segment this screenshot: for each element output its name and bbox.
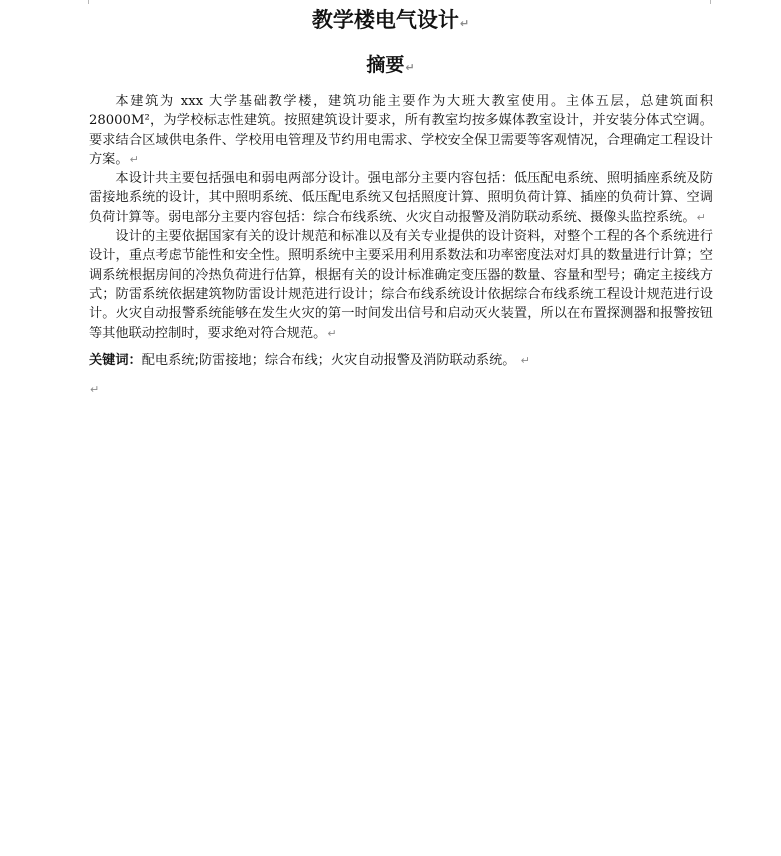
paragraph-mark-icon: ↵: [405, 61, 415, 74]
abstract-heading-text: 摘要: [366, 54, 405, 76]
paragraph-text: 本设计共主要包括强电和弱电两部分设计。强电部分主要内容包括：低压配电系统、照明插座系统及防雷接地系统的设计，其中照明系统、低压配电系统又包括照度计算、照明负荷计算、插座的负荷计算、空调负荷计算等。弱电部分主要内容包括：综合布线系统、火灾自动报警及消防联动系统、摄像头监控系统。: [89, 171, 713, 225]
paragraph-mark-icon: ↵: [129, 152, 139, 166]
abstract-heading: [0, 50, 781, 77]
abstract-paragraph-1: [89, 92, 713, 169]
document-title: [0, 4, 781, 34]
paragraph-mark-icon: ↵: [327, 326, 337, 340]
paragraph-text: 设计的主要依据国家有关的设计规范和标准以及有关专业提供的设计资料，对整个工程的各个系统进行设计，重点考虑节能性和安全性。照明系统中主要采用利用系数法和功率密度法对灯具的数量进行计算；空调系统根据房间的冷热负荷进行估算，根据有关的设计标准确定变压器的数量、容量和型号；确定主接线方式；防雷系统依据建筑物防雷设计规范进行设计；综合布线系统设计依据综合布线系统工程设计规范进行设计。火灾自动报警系统能够在发生火灾的第一时间发出信号和启动灭火装置，所以在布置探测器和报警按钮等其他联动控制时，要求绝对符合规范。: [89, 229, 713, 341]
empty-paragraph: [89, 378, 713, 397]
document-title-text: 教学楼电气设计: [311, 8, 459, 32]
abstract-paragraph-3: [89, 227, 713, 343]
paragraph-mark-icon: ↵: [459, 17, 470, 30]
paragraph-mark-icon: ↵: [696, 210, 706, 224]
keywords-line: [89, 351, 713, 370]
abstract-paragraph-2: [89, 169, 713, 227]
abstract-body: [89, 92, 713, 397]
paragraph-text: 本建筑为 xxx 大学基础教学楼，建筑功能主要作为大班大教室使用。主体五层，总建筑面积 28000M²，为学校标志性建筑。按照建筑设计要求，所有教室均按多媒体教室设计，并安装分体式空调。要求结合区域供电条件、学校用电管理及节约用电需求、学校安全保卫需要等客观情况，合理确定工程设计方案。: [89, 94, 713, 167]
paragraph-mark-icon: ↵: [90, 382, 100, 396]
keywords-text: 配电系统;防雷接地；综合布线；火灾自动报警及消防联动系统。: [141, 352, 516, 368]
keywords-label: 关键词：: [89, 352, 142, 368]
paragraph-mark-icon: ↵: [520, 353, 530, 367]
